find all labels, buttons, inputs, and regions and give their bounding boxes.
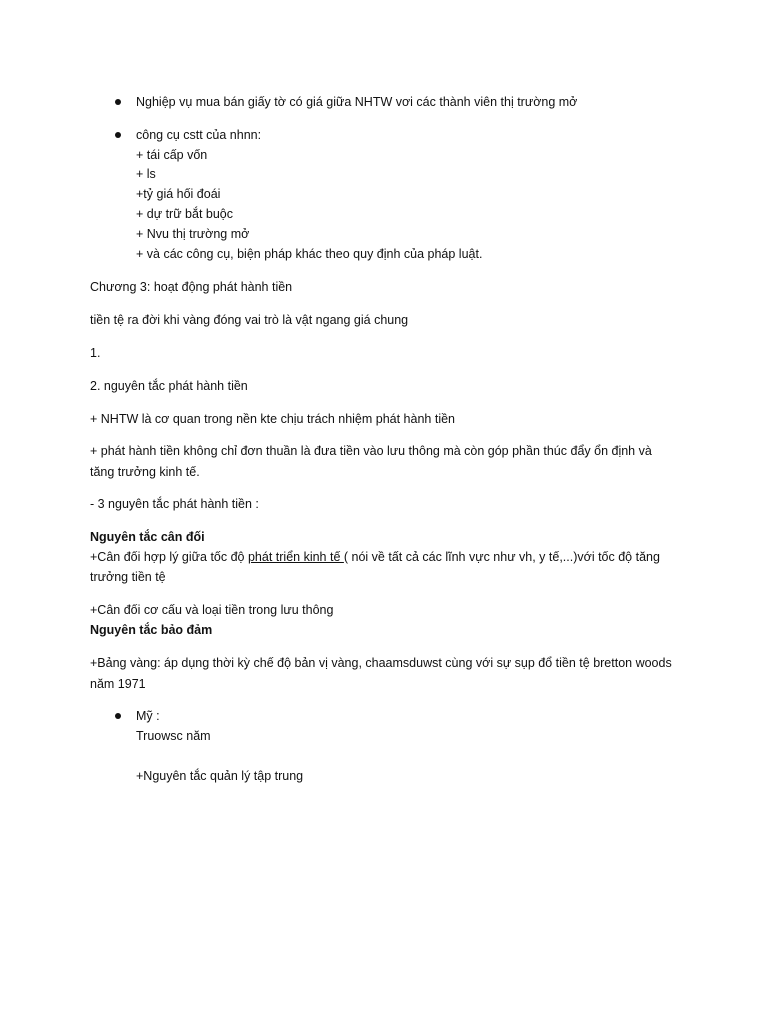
bullet-dot bbox=[115, 132, 121, 138]
principle-balance-line-1-start: +Cân đối hợp lý giữa tốc độ bbox=[90, 550, 248, 564]
bullet-3-line-1: Truowsc năm bbox=[136, 729, 211, 743]
chapter-title: Chương 3: hoạt động phát hành tiền bbox=[90, 280, 293, 294]
issuance-paragraph-line-1: + phát hành tiền không chỉ đơn thuần là đưa tiền vào lưu thông mà còn góp phần thúc đẩy ổn định và bbox=[90, 444, 652, 458]
nhtw-paragraph: + NHTW là cơ quan trong nền kte chịu trách nhiệm phát hành tiền bbox=[90, 412, 455, 426]
bullet-dot bbox=[115, 713, 121, 719]
three-principles-heading: - 3 nguyên tắc phát hành tiền : bbox=[90, 497, 259, 511]
bullet-1-text: Nghiệp vụ mua bán giấy tờ có giá giữa NHTW vơi các thành viên thị trường mở bbox=[136, 95, 578, 109]
intro-paragraph: tiền tệ ra đời khi vàng đóng vai trò là vật ngang giá chung bbox=[90, 313, 409, 327]
principle-balance-line-1 bbox=[90, 547, 660, 567]
bullet-3-heading: Mỹ : bbox=[136, 709, 160, 723]
economic-development-underlined: phát triển kinh tế bbox=[247, 550, 344, 564]
bullet-dot bbox=[115, 99, 121, 105]
principle-guarantee-line-2: năm 1971 bbox=[90, 677, 146, 691]
principle-balance-line-1-end: ( nói về tất cả các lĩnh vực như vh, y tế,...)với tốc độ tăng bbox=[343, 550, 660, 564]
bullet-2-item: + Nvu thị trường mở bbox=[136, 227, 250, 241]
bullet-3-line-2: +Nguyên tắc quản lý tập trung bbox=[136, 769, 304, 783]
section-2-heading: 2. nguyên tắc phát hành tiền bbox=[90, 379, 248, 393]
section-1-heading: 1. bbox=[90, 346, 101, 360]
bullet-2-item: +tỷ giá hối đoái bbox=[136, 187, 221, 201]
bullet-2-item: + dự trữ bắt buộc bbox=[136, 207, 233, 221]
principle-guarantee-title: Nguyên tắc bảo đảm bbox=[90, 623, 213, 637]
bullet-2-item: + ls bbox=[136, 167, 156, 181]
bullet-2-heading: công cụ cstt của nhnn: bbox=[136, 128, 262, 142]
principle-balance-title: Nguyên tắc cân đối bbox=[90, 530, 205, 544]
bullet-2-item: + và các công cụ, biện pháp khác theo quy định của pháp luật. bbox=[136, 247, 483, 261]
issuance-paragraph-line-2: tăng trưởng kinh tế. bbox=[90, 465, 200, 479]
principle-balance-line-2: trưởng tiền tệ bbox=[90, 570, 166, 584]
principle-balance-line-3: +Cân đối cơ cấu và loại tiền trong lưu thông bbox=[90, 603, 334, 617]
principle-guarantee-line-1: +Bảng vàng: áp dụng thời kỳ chế độ bản vị vàng, chaamsduwst cùng với sự sụp đổ tiền tệ bretton woods bbox=[90, 656, 672, 670]
bullet-2-item: + tái cấp vốn bbox=[136, 148, 208, 162]
